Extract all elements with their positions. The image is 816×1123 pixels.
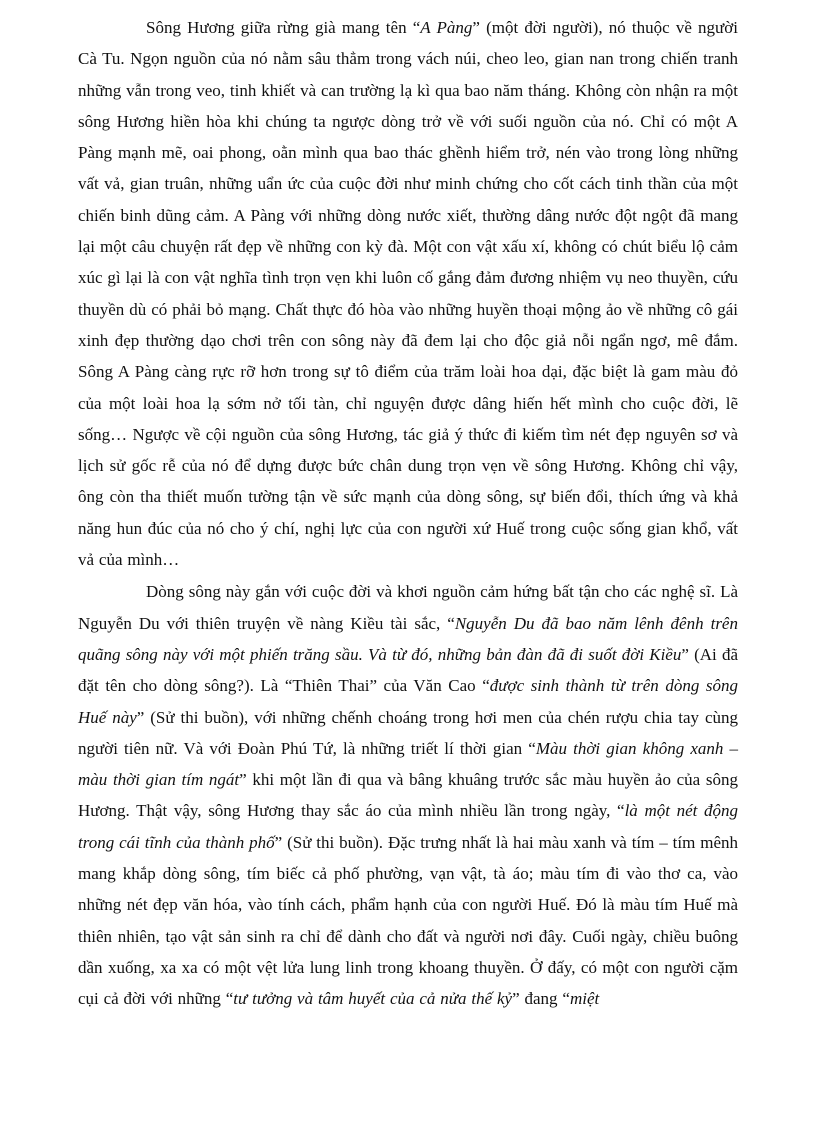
italic-quote: là một nét động trong cái tĩnh của thành phố xyxy=(78,801,738,852)
italic-quote: Nguyễn Du đã bao năm lênh đênh trên quãng sông này với một phiến trăng sầu. Và từ đó, những bản đàn đã đi suốt đời Kiều xyxy=(78,613,738,664)
text-segment: ” khi một lần đi qua và bâng khuâng trước sắc màu huyền ảo của sông Hương. Thật vậy, sông Hương thay sắc áo của mình nhiều lần trong ngày, “ xyxy=(78,770,738,821)
paragraph-a-pang xyxy=(78,12,738,575)
italic-quote: được sinh thành từ trên dòng sông Huế này xyxy=(78,676,738,727)
italic-segment: A Pàng xyxy=(420,18,473,37)
text-segment: ” (Sử thi buồn). Đặc trưng nhất là hai màu xanh và tím – tím mênh mang khắp dòng sông, tím biếc cả phố phường, vạn vật, tà áo; màu tím đi vào thơ ca, vào những nét đẹp văn hóa, vào tính cách, phẩm hạnh của con người Huế. Đó là màu tím Huế mà thiên nhiên, tạo vật sản sinh ra chỉ để dành cho đất và người nơi đây. Cuối ngày, chiều buông dần xuống, xa xa có một vệt lửa lung linh trong khoang thuyền. Ở đấy, có một con người cặm cụi cả đời với những “ xyxy=(78,832,738,1009)
text-segment: ” đang “ xyxy=(512,989,570,1009)
text-segment: Sông Hương giữa rừng già mang tên “ xyxy=(146,18,421,37)
text-segment: ” (một đời người), nó thuộc về người Cà Tu. Ngọn nguồn của nó nằm sâu thẳm trong vách núi, cheo leo, gian nan trong chiến tranh những vẫn trong veo, tinh khiết và can trường lạ kì qua bao năm tháng. Không còn nhận ra một sông Hương hiền hòa khi chúng ta ngược dòng trở về với suối nguồn của nó. Chỉ có một A Pàng mạnh mẽ, oai phong, oằn mình qua bao thác ghềnh hiểm trở, nén vào trong lòng những vất vả, gian truân, những uẩn ức của cuộc đời như minh chứng cho cốt cách tinh thần của một chiến binh dũng cảm. A Pàng với những dòng nước xiết, thường dâng nước đột ngột đã mang lại một câu chuyện rất đẹp về những con kỳ đà. Một con vật xấu xí, không có chút biểu lộ cảm xúc gì lại là con vật nghĩa tình trọn vẹn khi luôn cố gắng đảm đương nhiệm vụ neo thuyền, cứu thuyền dù có phải bỏ mạng. Chất thực đó hòa vào những huyền thoại mộng ảo về những cô gái xinh đẹp thường dạo chơi trên con sông này đã đem lại cho độc giả nỗi ngẩn ngơ, mê đắm. Sông A Pàng càng rực rỡ hơn trong sự tô điểm của trăm loài hoa dại, đặc biệt là gam màu đỏ của một loài hoa lạ sớm nở tối tàn, chỉ nguyện được dâng hiến hết mình cho cuộc đời, lẽ sống… Ngược về cội nguồn của sông Hương, tác giả ý thức đi kiếm tìm nét đẹp nguyên sơ và lịch sử gốc rễ của nó để dựng được bức chân dung trọn vẹn về sông Hương. Không chỉ vậy, ông còn tha thiết muốn tường tận về sức mạnh của dòng sông, sự biến đổi, thích ứng và khả năng hun đúc của nó cho ý chí, nghị lực của con người xứ Huế trong cuộc sống gian khổ, vất vả của mình… xyxy=(78,18,738,570)
paragraph-artists xyxy=(78,576,738,1014)
text-segment: ” (Ai đã đặt tên cho dòng sông?). Là “Thiên Thai” của Văn Cao “ xyxy=(78,644,738,696)
italic-quote: Màu thời gian không xanh – màu thời gian tím ngát xyxy=(78,738,738,790)
italic-quote: miệt xyxy=(569,989,600,1009)
text-segment: ” (Sử thi buồn), với những chếnh choáng trong hơi men của chén rượu chia tay cùng người tiên nữ. Và với Đoàn Phú Tứ, là những triết lí thời gian “ xyxy=(78,707,738,758)
italic-quote: tư tưởng và tâm huyết của cả nửa thế kỷ xyxy=(233,989,513,1009)
text-segment: Dòng sông này gắn với cuộc đời và khơi nguồn cảm hứng bất tận cho các nghệ sĩ. Là Nguyễn Du với thiên truyện về nàng Kiều tài sắc, “ xyxy=(78,582,738,633)
